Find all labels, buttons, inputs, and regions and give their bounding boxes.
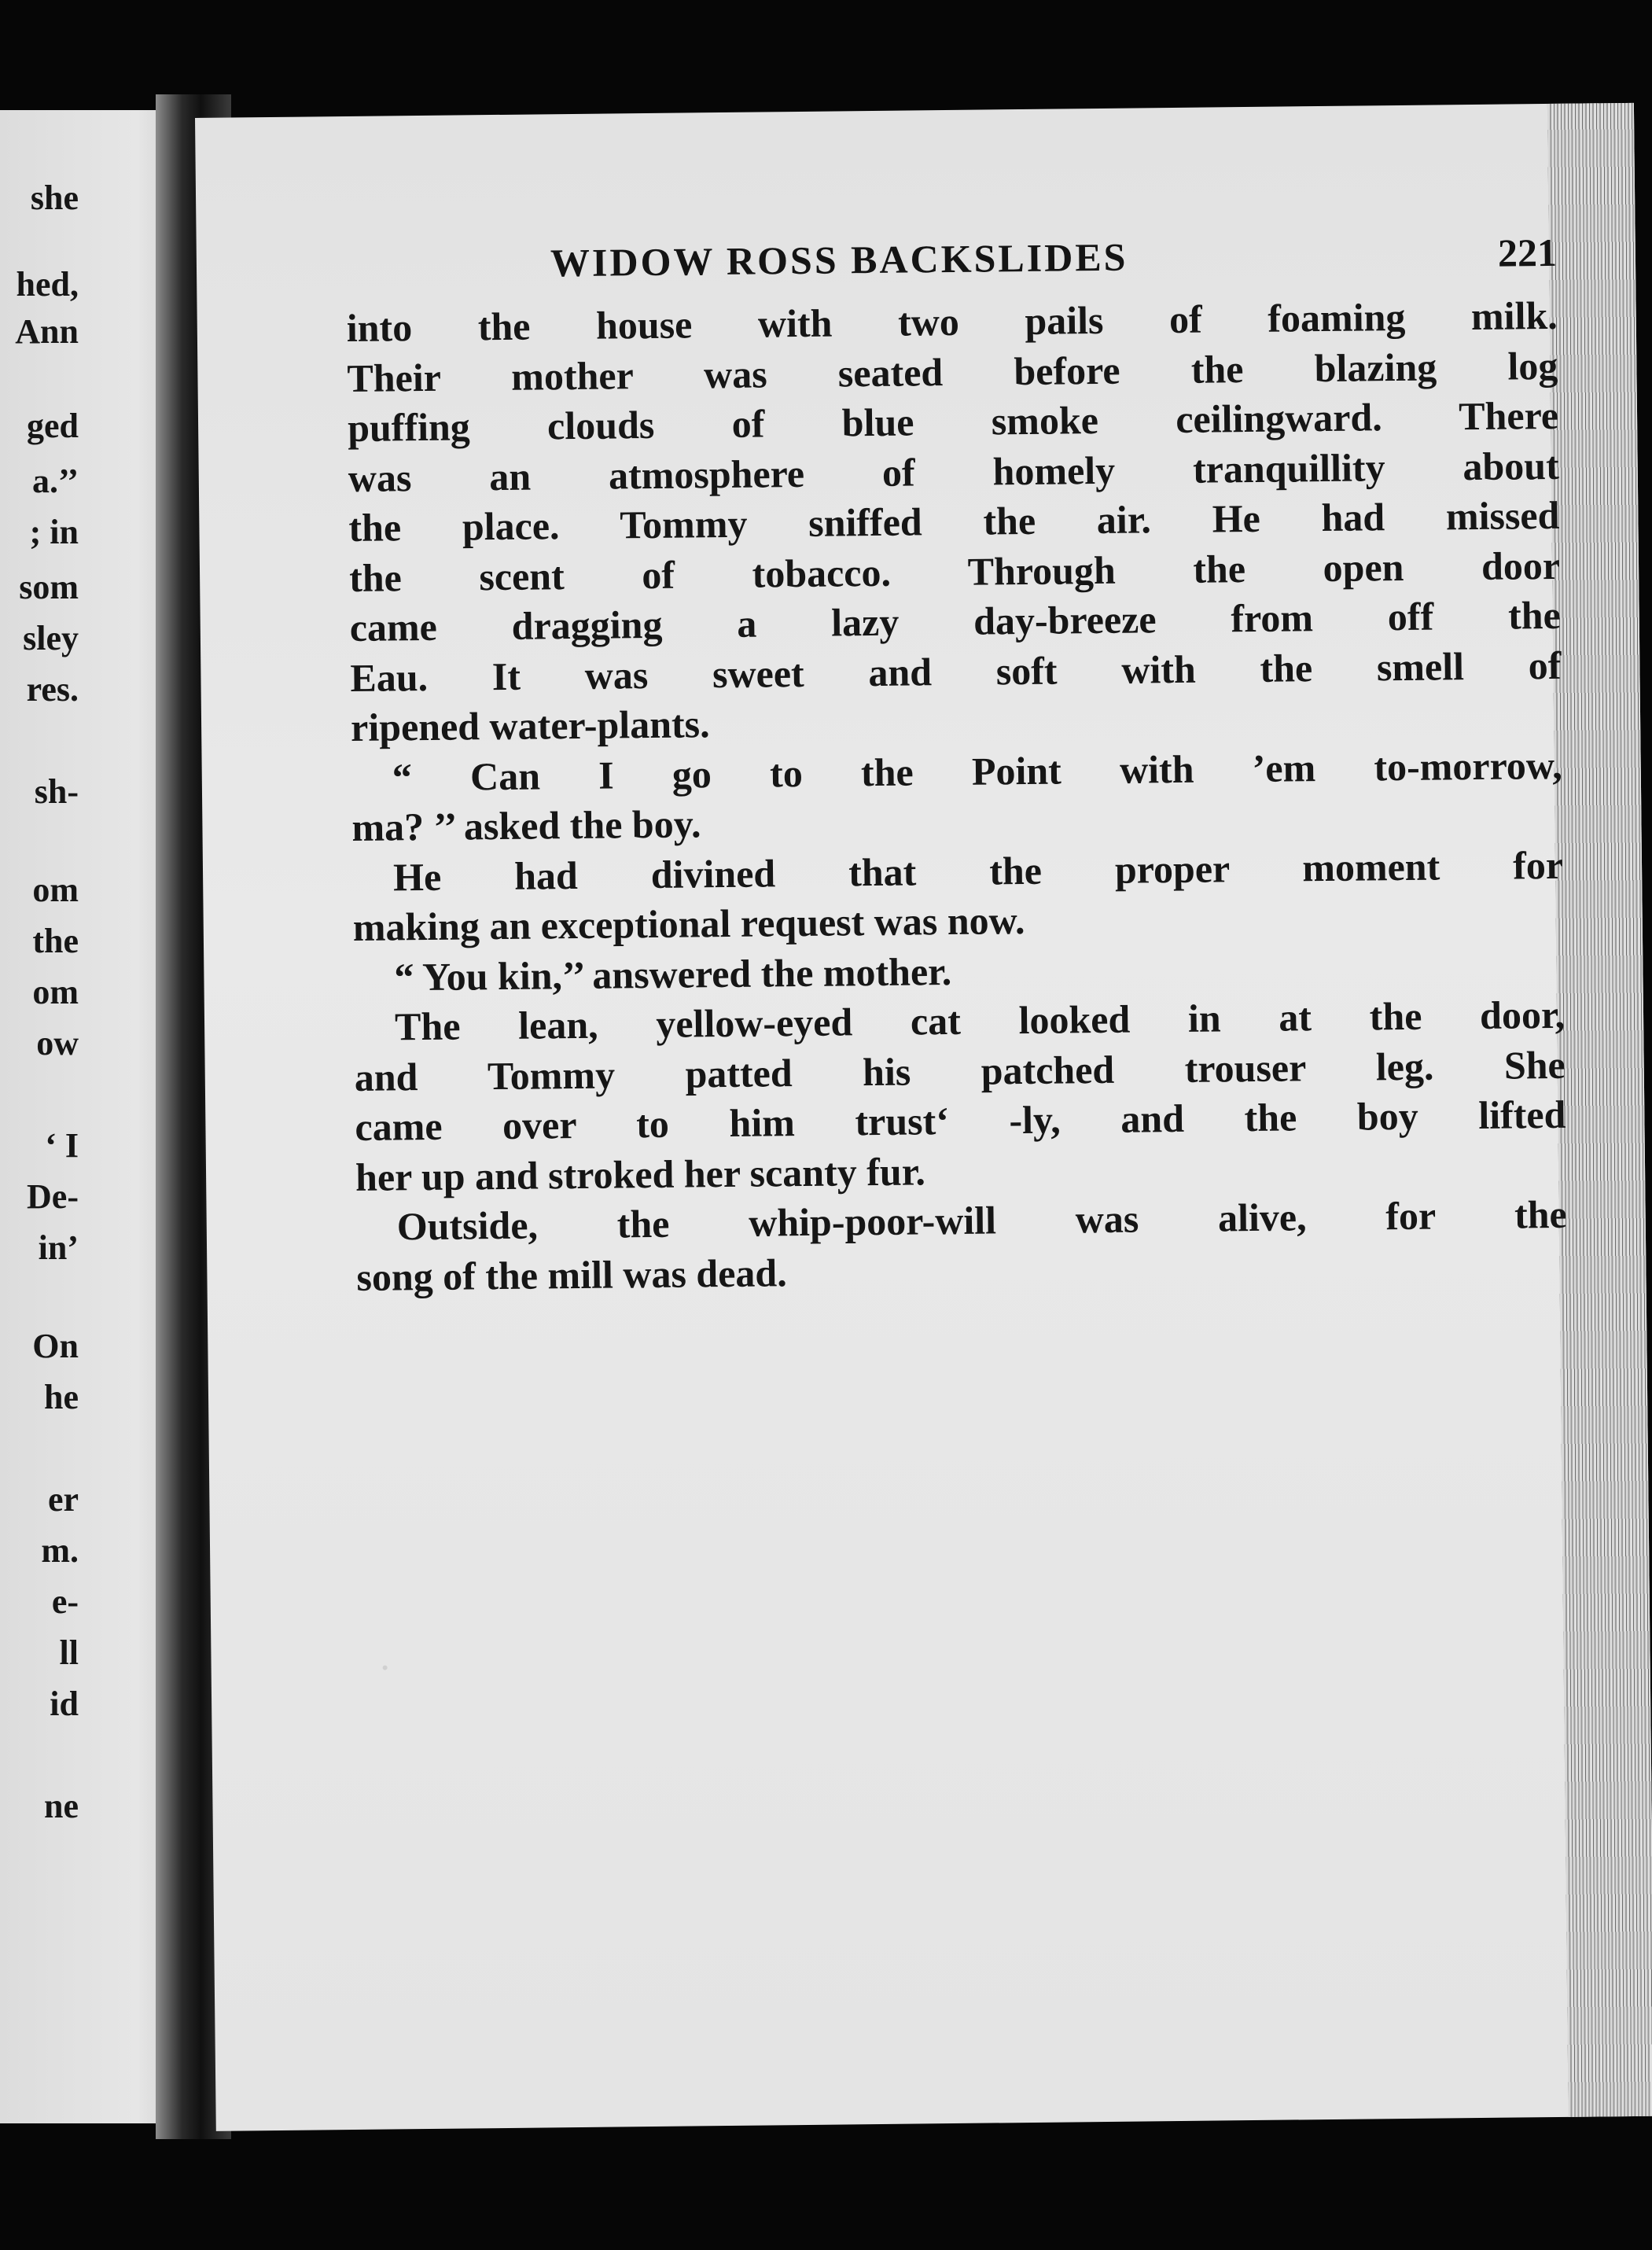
- paragraph: [355, 1190, 1567, 1302]
- text-line: Outside, the whip-poor-will was alive, for the: [396, 1191, 1567, 1249]
- facing-page-fragment: Ann: [15, 312, 79, 351]
- paragraph: [351, 740, 1562, 852]
- facing-page-fragment: On: [32, 1327, 79, 1365]
- facing-page-fragment: er: [47, 1480, 79, 1519]
- text-line: “ You kin,’’ answered the mother.: [394, 948, 952, 999]
- facing-page-fragment: m.: [41, 1531, 79, 1570]
- facing-page-fragment: in’: [38, 1228, 79, 1267]
- text-line: came over to him trust‘ -ly, and the boy lifted: [355, 1092, 1566, 1149]
- text-line: and Tommy patted his patched trouser leg. She: [354, 1042, 1566, 1099]
- page-header: [550, 230, 1558, 295]
- text-line: Eau. It was sweet and soft with the smell of: [350, 643, 1562, 700]
- text-line: was an atmosphere of homely tranquillity about: [348, 443, 1560, 500]
- facing-page-fragment: he: [44, 1378, 79, 1416]
- text-line: ma? ’’ asked the boy.: [351, 801, 701, 849]
- facing-page-fragment: om: [32, 973, 79, 1011]
- paragraph: [346, 291, 1562, 753]
- facing-page-fragment: som: [19, 568, 79, 606]
- facing-page-fragment: ; in: [29, 513, 79, 551]
- facing-page-fragment: hed,: [16, 265, 79, 304]
- text-line: the place. Tommy sniffed the air. He had missed: [348, 492, 1560, 550]
- facing-page-fragment: ‘ I: [45, 1126, 79, 1165]
- text-line: Their mother was seated before the blazing log: [347, 343, 1558, 400]
- paragraph: [354, 990, 1567, 1202]
- facing-page-fragment: sley: [23, 619, 79, 657]
- facing-page-fragment: e-: [51, 1582, 79, 1621]
- text-line: into the house with two pails of foaming milk.: [346, 293, 1558, 350]
- facing-page-fragment: ll: [59, 1633, 79, 1672]
- facing-page-fragment: the: [32, 922, 79, 960]
- text-line: The lean, yellow-eyed cat looked in at the door,: [394, 992, 1566, 1049]
- text-line: came dragging a lazy day-breeze from off the: [349, 592, 1562, 650]
- facing-page-fragment: id: [50, 1685, 79, 1723]
- running-title: WIDOW ROSS BACKSLIDES: [550, 234, 1128, 285]
- facing-page-fragment: ow: [36, 1024, 79, 1062]
- facing-page-fragment: ged: [27, 407, 79, 445]
- text-line: song of the mill was dead.: [356, 1250, 787, 1299]
- facing-page-fragment: om: [32, 871, 79, 909]
- facing-page-fragment: res.: [26, 670, 79, 709]
- facing-page-fragment: a.’’: [31, 462, 79, 500]
- text-line: “ Can I go to the Point with ’em to-morrow,: [392, 742, 1562, 799]
- page-221: [195, 103, 1652, 2131]
- facing-page-fragment: De-: [27, 1177, 79, 1216]
- text-line: He had divined that the proper moment for: [392, 842, 1564, 899]
- text-line: her up and stroked her scanty fur.: [355, 1148, 926, 1199]
- text-line: puffing clouds of blue smoke ceilingward. There: [347, 392, 1559, 450]
- text-line: the scent of tobacco. Through the open door: [348, 543, 1561, 600]
- facing-page-fragment: ne: [44, 1787, 79, 1825]
- body-text: [346, 291, 1567, 1302]
- paragraph: [352, 840, 1564, 952]
- text-line: ripened water-plants.: [350, 702, 710, 749]
- facing-page-fragment: she: [30, 179, 79, 217]
- text-line: making an exceptional request was now.: [352, 898, 1025, 949]
- scan-speck: [383, 1666, 388, 1670]
- page-number: 221: [1497, 230, 1558, 275]
- facing-page-fragment: sh-: [34, 772, 79, 811]
